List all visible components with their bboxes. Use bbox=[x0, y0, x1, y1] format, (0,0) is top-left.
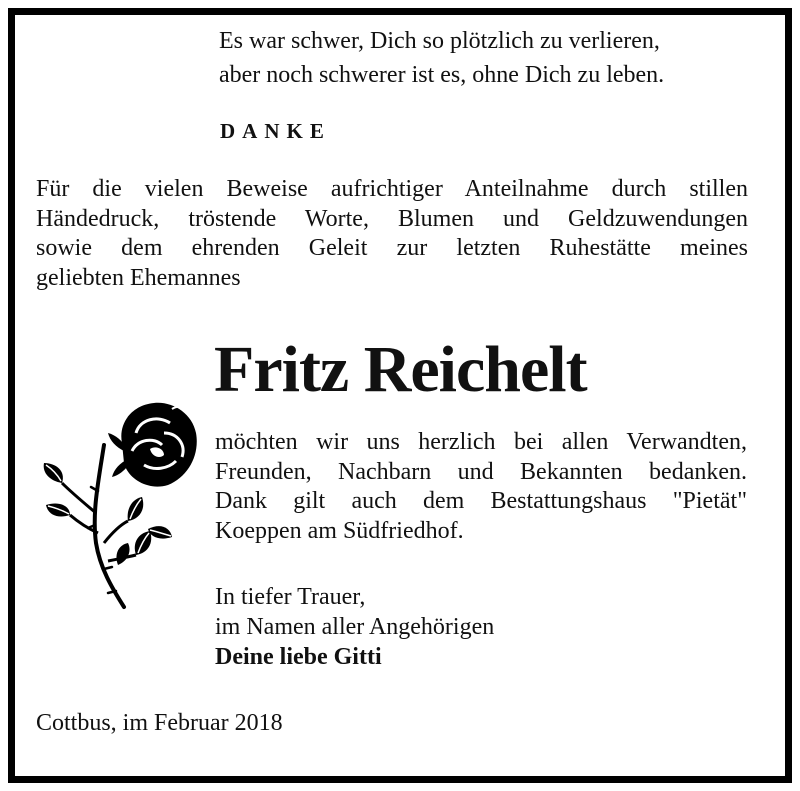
signature-line-1: In tiefer Trauer, bbox=[215, 584, 366, 610]
message-line-3: Dank gilt auch dem Bestattungshaus "Pietät" bbox=[215, 488, 747, 514]
thanks-line-1: Für die vielen Beweise aufrichtiger Anteilnahme durch stillen bbox=[36, 176, 748, 202]
deceased-name: Fritz Reichelt bbox=[214, 333, 587, 406]
signature-block bbox=[215, 582, 494, 672]
quote-line-1: Es war schwer, Dich so plötzlich zu verlieren, bbox=[219, 28, 660, 54]
signature-name: Deine liebe Gitti bbox=[215, 644, 382, 670]
rose-icon bbox=[32, 393, 202, 613]
thanks-paragraph bbox=[36, 175, 748, 293]
thanks-line-2: Händedruck, tröstende Worte, Blumen und Geldzuwendungen bbox=[36, 205, 748, 232]
memorial-quote bbox=[219, 24, 664, 92]
thanks-line-4: geliebten Ehemannes bbox=[36, 264, 241, 291]
thanks-line-3: sowie dem ehrenden Geleit zur letzten Ruhestätte meines bbox=[36, 235, 748, 261]
message-line-1: möchten wir uns herzlich bei allen Verwandten, bbox=[215, 429, 747, 455]
message-line-4: Koeppen am Südfriedhof. bbox=[215, 517, 464, 544]
quote-line-2: aber noch schwerer ist es, ohne Dich zu leben. bbox=[219, 62, 665, 88]
thanks-message bbox=[215, 428, 747, 546]
signature-line-2: im Namen aller Angehörigen bbox=[215, 614, 495, 640]
place-and-date: Cottbus, im Februar 2018 bbox=[36, 710, 283, 736]
thanks-heading: DANKE bbox=[220, 119, 331, 143]
message-line-2: Freunden, Nachbarn und Bekannten bedanken. bbox=[215, 458, 747, 485]
